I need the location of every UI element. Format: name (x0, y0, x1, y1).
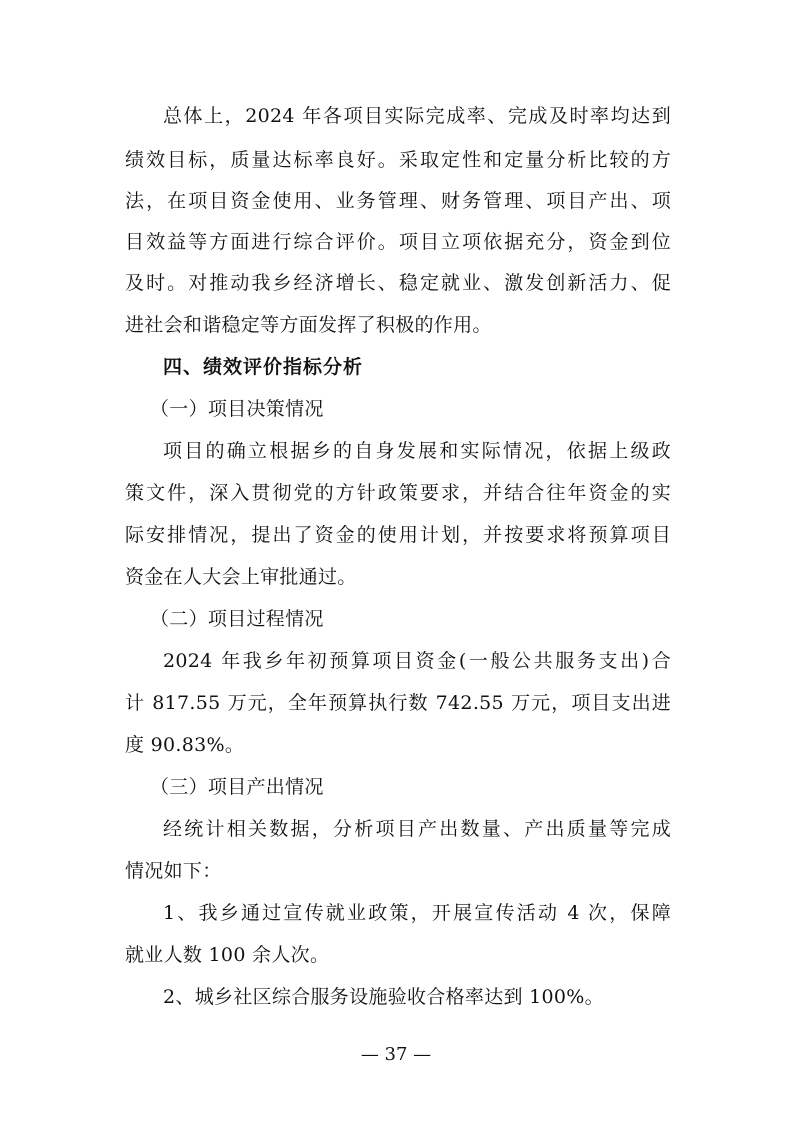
list-item-line: 1、我乡通过宣传就业政策，开展宣传活动 4 次，保障 (163, 902, 671, 924)
paragraph-line: 法，在项目资金使用、业务管理、财务管理、项目产出、项 (125, 190, 671, 212)
paragraph-line: 策文件，深入贯彻党的方针政策要求，并结合往年资金的实 (125, 482, 671, 504)
paragraph-line: 际安排情况，提出了资金的使用计划，并按要求将预算项目 (125, 524, 671, 546)
paragraph-line: 2024 年我乡年初预算项目资金(一般公共服务支出)合 (163, 650, 671, 672)
subsection-heading: （二）项目过程情况 (150, 608, 324, 630)
paragraph-line: 总体上，2024 年各项目实际完成率、完成及时率均达到 (163, 105, 671, 127)
paragraph-line: 目效益等方面进行综合评价。项目立项依据充分，资金到位 (125, 231, 671, 253)
paragraph-line: 进社会和谐稳定等方面发挥了积极的作用。 (125, 314, 492, 336)
subsection-heading: （一）项目决策情况 (150, 398, 324, 420)
paragraph-line: 项目的确立根据乡的自身发展和实际情况，依据上级政 (163, 440, 671, 462)
list-item-line: 2、城乡社区综合服务设施验收合格率达到 100%。 (163, 986, 604, 1008)
subsection-heading: （三）项目产出情况 (150, 776, 324, 798)
paragraph-line: 及时。对推动我乡经济增长、稳定就业、激发创新活力、促 (125, 272, 671, 294)
page-number: — 37 — (360, 1044, 432, 1065)
list-item-line: 就业人数 100 余人次。 (125, 944, 330, 966)
paragraph-line: 经统计相关数据，分析项目产出数量、产出质量等完成 (163, 818, 671, 840)
paragraph-line: 资金在人大会上审批通过。 (125, 566, 357, 588)
paragraph-line: 情况如下： (125, 860, 222, 882)
section-heading: 四、绩效评价指标分析 (163, 356, 364, 378)
paragraph-line: 绩效目标，质量达标率良好。采取定性和定量分析比较的方 (125, 149, 671, 171)
paragraph-line: 计 817.55 万元，全年预算执行数 742.55 万元，项目支出进 (125, 692, 671, 714)
paragraph-line: 度 90.83%。 (125, 734, 245, 756)
